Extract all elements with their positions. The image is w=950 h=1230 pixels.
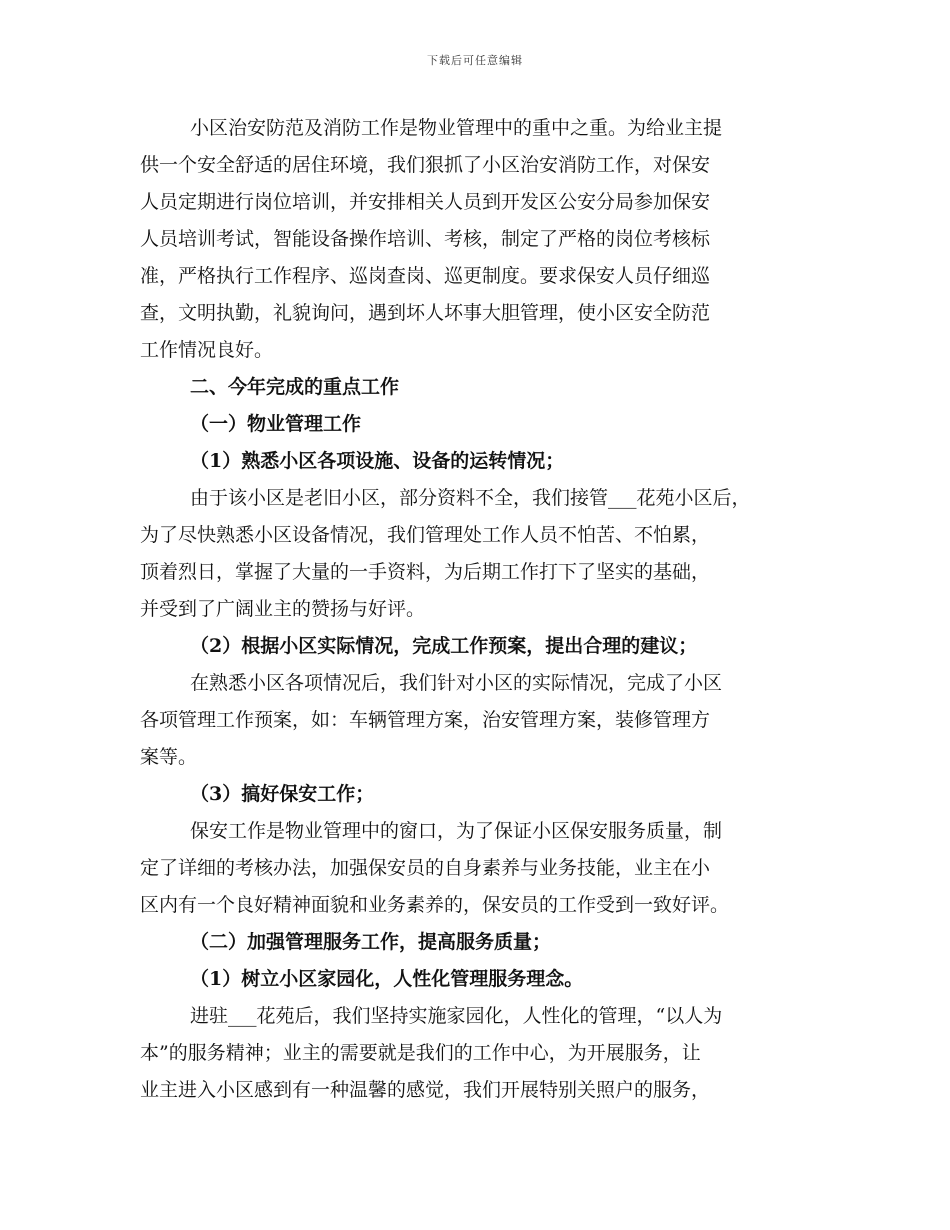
section-heading: （2）根据小区实际情况，完成工作预案，提出合理的建议；: [190, 635, 698, 657]
paragraph-line: 人员定期进行岗位培训，并安排相关人员到开发区公安分局参加保安: [140, 191, 711, 213]
paragraph-line: 并受到了广阔业主的赞扬与好评。: [140, 598, 426, 620]
paragraph-line: 进驻___花苑后，我们坚持实施家园化，人性化的管理，“以人为: [190, 1005, 723, 1027]
paragraph-line: 保安工作是物业管理中的窗口，为了保证小区保安服务质量，制: [190, 820, 723, 842]
paragraph-line: 各项管理工作预案，如：车辆管理方案，治安管理方案，装修管理方: [140, 709, 711, 731]
paragraph-line: 工作情况良好。: [140, 339, 274, 361]
paragraph-line: 业主进入小区感到有一种温馨的感觉，我们开展特别关照户的服务，: [140, 1079, 711, 1101]
paragraph-line: 案等。: [140, 746, 198, 768]
section-heading: 二、今年完成的重点工作: [190, 376, 400, 398]
paragraph-line: 为了尽快熟悉小区设备情况，我们管理处工作人员不怕苦、不怕累，: [140, 524, 711, 546]
section-heading: （1）熟悉小区各项设施、设备的运转情况；: [190, 450, 565, 472]
paragraph-line: 本”的服务精神；业主的需要就是我们的工作中心，为开展服务，让: [140, 1042, 701, 1064]
paragraph-line: 小区治安防范及消防工作是物业管理中的重中之重。为给业主提: [190, 117, 723, 139]
paragraph-line: 区内有一个良好精神面貌和业务素养的，保安员的工作受到一致好评。: [140, 894, 730, 916]
paragraph-line: 供一个安全舒适的居住环境，我们狠抓了小区治安消防工作，对保安: [140, 154, 711, 176]
paragraph-line: 顶着烈日，掌握了大量的一手资料，为后期工作打下了坚实的基础，: [140, 561, 711, 583]
document-body: [140, 110, 820, 1109]
section-heading: （1）树立小区家园化，人性化管理服务理念。: [190, 968, 584, 990]
section-heading: （二）加强管理服务工作，提高服务质量；: [190, 931, 552, 953]
page-header: 下载后可任意编辑: [427, 54, 523, 67]
section-heading: （一）物业管理工作: [190, 413, 362, 435]
paragraph-line: 在熟悉小区各项情况后，我们针对小区的实际情况，完成了小区: [190, 672, 723, 694]
section-heading: （3）搞好保安工作；: [190, 783, 375, 805]
paragraph-line: 定了详细的考核办法，加强保安员的自身素养与业务技能，业主在小: [140, 857, 711, 879]
paragraph-line: 人员培训考试，智能设备操作培训、考核，制定了严格的岗位考核标: [140, 228, 711, 250]
paragraph-line: 查，文明执勤，礼貌询问，遇到坏人坏事大胆管理，使小区安全防范: [140, 302, 711, 324]
paragraph-line: 由于该小区是老旧小区，部分资料不全，我们接管___花苑小区后，: [190, 487, 751, 509]
paragraph-line: 准，严格执行工作程序、巡岗查岗、巡更制度。要求保安人员仔细巡: [140, 265, 711, 287]
